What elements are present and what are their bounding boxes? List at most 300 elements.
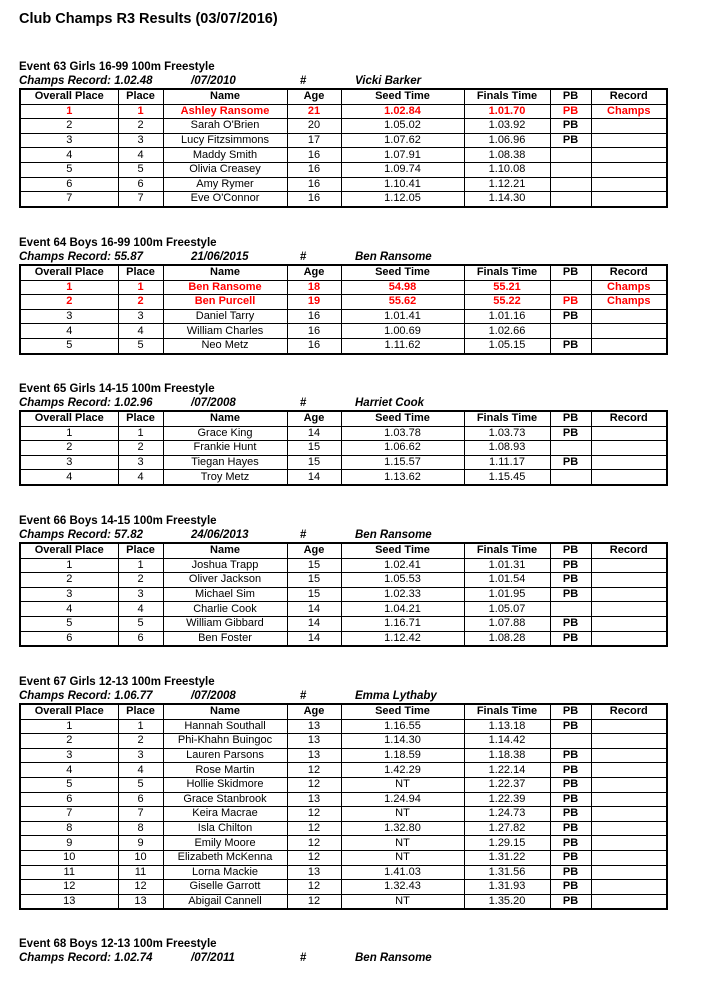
cell-age: 19 [287,295,341,310]
cell-place: 4 [118,148,163,163]
column-header: Place [118,265,163,280]
cell-place: 3 [118,587,163,602]
cell-overall: 4 [20,602,118,617]
cell-age: 16 [287,162,341,177]
column-header: Name [163,543,287,558]
cell-seed: 1.04.21 [341,602,464,617]
cell-record [591,133,667,148]
cell-age: 13 [287,734,341,749]
cell-place: 13 [118,894,163,909]
cell-record [591,470,667,485]
cell-age: 14 [287,426,341,441]
column-header: Finals Time [464,265,550,280]
cell-name: Phi-Khahn Buingoc [163,734,287,749]
results-table [19,703,668,910]
table-row [20,338,667,353]
column-header: Name [163,89,287,104]
cell-place: 7 [118,192,163,207]
cell-age: 16 [287,177,341,192]
record-date: 24/06/2013 [191,529,249,541]
cell-pb [550,177,591,192]
cell-name: Grace King [163,426,287,441]
cell-place: 4 [118,602,163,617]
table-row [20,777,667,792]
cell-pb: PB [550,455,591,470]
column-header: Finals Time [464,704,550,719]
cell-record [591,426,667,441]
cell-finals: 55.21 [464,280,550,295]
cell-age: 12 [287,894,341,909]
cell-pb [550,280,591,295]
cell-overall: 7 [20,192,118,207]
champs-record-line [19,689,669,703]
record-label: Champs Record: 55.87 [19,251,143,263]
cell-seed: 1.32.43 [341,880,464,895]
cell-seed: 1.06.62 [341,441,464,456]
cell-age: 17 [287,133,341,148]
cell-place: 6 [118,177,163,192]
cell-place: 4 [118,470,163,485]
cell-age: 12 [287,821,341,836]
column-header: Record [591,543,667,558]
cell-age: 14 [287,470,341,485]
cell-pb: PB [550,807,591,822]
cell-pb: PB [550,748,591,763]
cell-overall: 6 [20,631,118,646]
cell-pb: PB [550,880,591,895]
cell-record: Champs [591,295,667,310]
cell-place: 6 [118,631,163,646]
table-row [20,719,667,734]
cell-seed: 1.05.02 [341,119,464,134]
table-row [20,119,667,134]
page-title: Club Champs R3 Results (03/07/2016) [19,11,278,27]
cell-name: Maddy Smith [163,148,287,163]
column-header: Age [287,89,341,104]
cell-place: 1 [118,104,163,119]
table-row [20,807,667,822]
column-header: Seed Time [341,543,464,558]
cell-name: Troy Metz [163,470,287,485]
table-row [20,426,667,441]
cell-overall: 2 [20,573,118,588]
cell-record [591,192,667,207]
cell-finals: 1.22.37 [464,777,550,792]
table-header-row [20,89,667,104]
cell-finals: 1.14.42 [464,734,550,749]
table-row [20,192,667,207]
column-header: Overall Place [20,543,118,558]
record-label: Champs Record: 1.02.48 [19,75,153,87]
cell-record [591,894,667,909]
table-row [20,558,667,573]
cell-name: Ben Ransome [163,280,287,295]
table-header-row [20,543,667,558]
cell-record [591,748,667,763]
column-header: Finals Time [464,543,550,558]
cell-overall: 4 [20,470,118,485]
cell-pb: PB [550,719,591,734]
cell-pb: PB [550,616,591,631]
cell-place: 6 [118,792,163,807]
table-row [20,631,667,646]
cell-record [591,587,667,602]
event-section [19,60,669,208]
cell-seed: 1.12.05 [341,192,464,207]
event-title: Event 65 Girls 14-15 100m Freestyle [19,383,215,395]
cell-age: 14 [287,631,341,646]
column-header: PB [550,543,591,558]
cell-finals: 1.35.20 [464,894,550,909]
cell-seed: 1.42.29 [341,763,464,778]
cell-name: Emily Moore [163,836,287,851]
cell-seed: NT [341,894,464,909]
table-row [20,309,667,324]
cell-finals: 1.08.93 [464,441,550,456]
results-table [19,264,668,355]
cell-name: Oliver Jackson [163,573,287,588]
cell-place: 7 [118,807,163,822]
column-header: Name [163,411,287,426]
cell-place: 2 [118,734,163,749]
table-header-row [20,411,667,426]
cell-record [591,338,667,353]
cell-pb: PB [550,338,591,353]
cell-seed: 1.12.42 [341,631,464,646]
cell-pb: PB [550,309,591,324]
cell-age: 13 [287,792,341,807]
cell-place: 5 [118,162,163,177]
cell-seed: 54.98 [341,280,464,295]
cell-place: 5 [118,777,163,792]
cell-age: 15 [287,455,341,470]
cell-record [591,719,667,734]
champs-record-line [19,528,669,542]
cell-record [591,865,667,880]
cell-record [591,162,667,177]
cell-name: Ashley Ransome [163,104,287,119]
cell-record [591,324,667,339]
cell-seed: 1.16.71 [341,616,464,631]
cell-seed: 1.02.41 [341,558,464,573]
cell-name: Neo Metz [163,338,287,353]
table-row [20,894,667,909]
event-section [19,937,669,965]
cell-age: 12 [287,850,341,865]
cell-pb: PB [550,133,591,148]
cell-pb [550,324,591,339]
cell-finals: 1.02.66 [464,324,550,339]
cell-seed: 1.02.84 [341,104,464,119]
cell-overall: 1 [20,558,118,573]
record-holder: Ben Ransome [355,952,432,964]
cell-age: 16 [287,309,341,324]
cell-pb: PB [550,119,591,134]
cell-overall: 5 [20,616,118,631]
column-header: Place [118,411,163,426]
cell-place: 10 [118,850,163,865]
column-header: Finals Time [464,411,550,426]
record-holder: Emma Lythaby [355,690,437,702]
cell-pb: PB [550,865,591,880]
column-header: Age [287,704,341,719]
cell-pb: PB [550,587,591,602]
cell-finals: 1.15.45 [464,470,550,485]
cell-record [591,148,667,163]
cell-finals: 1.01.31 [464,558,550,573]
cell-overall: 4 [20,324,118,339]
cell-place: 11 [118,865,163,880]
cell-pb [550,441,591,456]
event-title: Event 64 Boys 16-99 100m Freestyle [19,237,217,249]
cell-finals: 1.22.39 [464,792,550,807]
cell-name: Eve O'Connor [163,192,287,207]
table-row [20,616,667,631]
cell-pb [550,602,591,617]
cell-pb: PB [550,821,591,836]
cell-name: Lauren Parsons [163,748,287,763]
cell-age: 12 [287,836,341,851]
cell-record [591,602,667,617]
cell-record [591,309,667,324]
cell-name: Michael Sim [163,587,287,602]
cell-seed: 1.18.59 [341,748,464,763]
cell-name: Rose Martin [163,763,287,778]
cell-place: 3 [118,309,163,324]
cell-seed: NT [341,836,464,851]
cell-pb [550,148,591,163]
column-header: Record [591,704,667,719]
cell-record [591,792,667,807]
cell-overall: 3 [20,455,118,470]
record-date: /07/2011 [191,952,235,964]
cell-name: Tiegan Hayes [163,455,287,470]
cell-age: 16 [287,324,341,339]
cell-name: Lorna Mackie [163,865,287,880]
cell-name: Daniel Tarry [163,309,287,324]
results-table [19,542,668,647]
cell-pb: PB [550,850,591,865]
cell-finals: 1.10.08 [464,162,550,177]
table-row [20,148,667,163]
champs-record-line [19,396,669,410]
cell-seed: 1.02.33 [341,587,464,602]
column-header: Record [591,89,667,104]
table-row [20,104,667,119]
cell-name: Ben Foster [163,631,287,646]
event-title: Event 66 Boys 14-15 100m Freestyle [19,515,217,527]
record-hash: # [300,952,307,964]
cell-record [591,777,667,792]
cell-place: 1 [118,719,163,734]
cell-place: 5 [118,338,163,353]
cell-overall: 6 [20,792,118,807]
cell-name: Elizabeth McKenna [163,850,287,865]
table-row [20,602,667,617]
cell-name: Hollie Skidmore [163,777,287,792]
event-title: Event 63 Girls 16-99 100m Freestyle [19,61,215,73]
cell-overall: 4 [20,763,118,778]
cell-finals: 55.22 [464,295,550,310]
record-hash: # [300,529,307,541]
cell-record [591,573,667,588]
cell-place: 2 [118,441,163,456]
cell-finals: 1.03.73 [464,426,550,441]
table-row [20,865,667,880]
cell-age: 14 [287,616,341,631]
record-holder: Ben Ransome [355,251,432,263]
cell-record [591,850,667,865]
record-label: Champs Record: 57.82 [19,529,143,541]
cell-place: 4 [118,763,163,778]
table-row [20,133,667,148]
cell-record [591,441,667,456]
cell-overall: 3 [20,748,118,763]
cell-age: 15 [287,558,341,573]
cell-finals: 1.31.93 [464,880,550,895]
cell-seed: NT [341,807,464,822]
cell-pb [550,470,591,485]
column-header: PB [550,265,591,280]
cell-age: 16 [287,338,341,353]
cell-place: 3 [118,455,163,470]
cell-overall: 2 [20,295,118,310]
cell-seed: 1.15.57 [341,455,464,470]
cell-finals: 1.18.38 [464,748,550,763]
column-header: Name [163,265,287,280]
event-title: Event 68 Boys 12-13 100m Freestyle [19,938,217,950]
cell-age: 21 [287,104,341,119]
record-label: Champs Record: 1.02.74 [19,952,153,964]
table-row [20,177,667,192]
cell-record [591,616,667,631]
champs-record-line [19,951,669,965]
cell-finals: 1.27.82 [464,821,550,836]
column-header: Record [591,265,667,280]
cell-name: Abigail Cannell [163,894,287,909]
cell-name: Sarah O'Brien [163,119,287,134]
cell-age: 16 [287,192,341,207]
cell-pb: PB [550,894,591,909]
results-table [19,88,668,208]
event-section [19,236,669,355]
cell-place: 12 [118,880,163,895]
cell-name: Lucy Fitzsimmons [163,133,287,148]
table-row [20,880,667,895]
cell-finals: 1.29.15 [464,836,550,851]
column-header: Seed Time [341,265,464,280]
record-holder: Ben Ransome [355,529,432,541]
cell-overall: 5 [20,338,118,353]
cell-name: Isla Chilton [163,821,287,836]
cell-seed: NT [341,777,464,792]
cell-seed: 1.41.03 [341,865,464,880]
cell-pb: PB [550,426,591,441]
event-section [19,514,669,647]
cell-pb: PB [550,104,591,119]
results-table [19,410,668,486]
column-header: Age [287,411,341,426]
cell-overall: 2 [20,734,118,749]
cell-pb [550,192,591,207]
cell-overall: 10 [20,850,118,865]
cell-overall: 3 [20,133,118,148]
cell-name: Giselle Garrott [163,880,287,895]
event-section [19,675,669,910]
cell-pb: PB [550,295,591,310]
column-header: Place [118,89,163,104]
cell-overall: 4 [20,148,118,163]
cell-seed: 1.11.62 [341,338,464,353]
cell-record [591,807,667,822]
cell-pb: PB [550,792,591,807]
cell-overall: 3 [20,587,118,602]
cell-name: Olivia Creasey [163,162,287,177]
cell-seed: 1.01.41 [341,309,464,324]
cell-name: Charlie Cook [163,602,287,617]
cell-overall: 3 [20,309,118,324]
record-date: 21/06/2015 [191,251,249,263]
cell-seed: 1.00.69 [341,324,464,339]
cell-record [591,119,667,134]
cell-age: 15 [287,587,341,602]
record-hash: # [300,75,307,87]
record-date: /07/2008 [191,397,236,409]
cell-seed: 1.03.78 [341,426,464,441]
cell-age: 16 [287,148,341,163]
cell-overall: 1 [20,426,118,441]
table-row [20,850,667,865]
cell-pb: PB [550,573,591,588]
cell-seed: 1.16.55 [341,719,464,734]
cell-seed: 1.14.30 [341,734,464,749]
table-row [20,792,667,807]
cell-finals: 1.14.30 [464,192,550,207]
column-header: Record [591,411,667,426]
table-row [20,573,667,588]
cell-seed: 1.05.53 [341,573,464,588]
event-section [19,382,669,486]
cell-place: 1 [118,426,163,441]
cell-finals: 1.08.38 [464,148,550,163]
cell-record [591,836,667,851]
cell-pb [550,162,591,177]
table-row [20,748,667,763]
cell-place: 4 [118,324,163,339]
cell-overall: 2 [20,119,118,134]
event-title: Event 67 Girls 12-13 100m Freestyle [19,676,215,688]
cell-name: Keira Macrae [163,807,287,822]
cell-overall: 12 [20,880,118,895]
cell-age: 12 [287,807,341,822]
cell-pb: PB [550,763,591,778]
cell-finals: 1.03.92 [464,119,550,134]
column-header: Overall Place [20,89,118,104]
cell-seed: 55.62 [341,295,464,310]
cell-pb: PB [550,777,591,792]
cell-record [591,177,667,192]
record-label: Champs Record: 1.02.96 [19,397,153,409]
table-row [20,455,667,470]
table-row [20,162,667,177]
cell-record: Champs [591,280,667,295]
cell-place: 3 [118,748,163,763]
column-header: Name [163,704,287,719]
cell-finals: 1.31.56 [464,865,550,880]
record-hash: # [300,690,307,702]
column-header: Overall Place [20,704,118,719]
cell-name: Frankie Hunt [163,441,287,456]
